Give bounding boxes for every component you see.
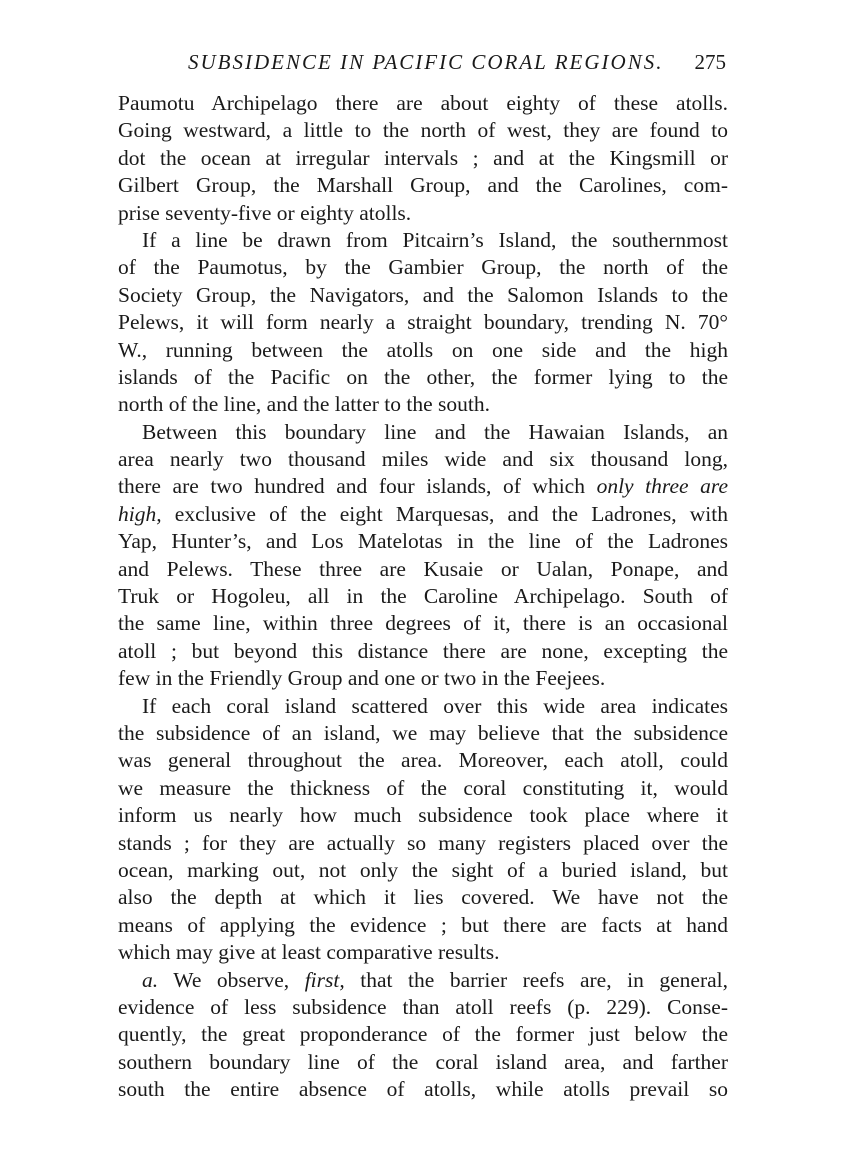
text-line: [118, 501, 728, 528]
text-line: If each coral island scattered over this wide area indicates: [142, 693, 728, 718]
text-line: quently, the great proponderance of the former just below the: [118, 1022, 728, 1047]
text-line: was general throughout the area. Moreover, each atoll, could: [118, 748, 728, 773]
italic-text: a.: [142, 967, 159, 992]
italic-text: high,: [118, 501, 162, 526]
text-line: Between this boundary line and the Hawaian Islands, an: [142, 419, 728, 444]
italic-text: first,: [304, 967, 345, 992]
italic-text: only three are: [596, 474, 728, 499]
text-line: and Pelews. These three are Kusaie or Ualan, Ponape, and: [118, 556, 728, 581]
text-line: If a line be drawn from Pitcairn’s Island, the southernmost: [142, 227, 728, 252]
text-line: also the depth at which it lies covered. We have not the: [118, 885, 728, 910]
body-text: [118, 90, 728, 1103]
text-line: Yap, Hunter’s, and Los Matelotas in the line of the Ladrones: [118, 529, 728, 554]
paragraph: [118, 693, 728, 967]
paragraph: [118, 967, 728, 1104]
text-line: Society Group, the Navigators, and the Salomon Islands to the: [118, 282, 728, 307]
text-line: W., running between the atolls on one side and the high: [118, 337, 728, 362]
running-title: SUBSIDENCE IN PACIFIC CORAL REGIONS.: [188, 50, 664, 74]
text-line: of the Paumotus, by the Gambier Group, the north of the: [118, 255, 728, 280]
text-line: Truk or Hogoleu, all in the Caroline Archipelago. South of: [118, 584, 728, 609]
text-line: we measure the thickness of the coral constituting it, would: [118, 775, 728, 800]
text-line: which may give at least comparative results.: [118, 940, 500, 965]
text-run: exclusive of the eight Marquesas, and the Ladrones, with: [161, 501, 728, 526]
text-run: We observe,: [158, 967, 305, 992]
text-line: Paumotu Archipelago there are about eighty of these atolls.: [118, 91, 728, 115]
text-line: means of applying the evidence ; but there are facts at hand: [118, 912, 728, 937]
text-run: that the barrier reefs are, in general,: [344, 967, 728, 992]
paragraph: [118, 90, 728, 227]
text-line: evidence of less subsidence than atoll reefs (p. 229). Conse-: [118, 994, 728, 1019]
text-line: south the entire absence of atolls, while atolls prevail so: [118, 1077, 728, 1102]
paragraph: [118, 419, 728, 693]
text-line: dot the ocean at irregular intervals ; and at the Kingsmill or: [118, 145, 728, 170]
text-line: stands ; for they are actually so many registers placed over the: [118, 830, 728, 855]
text-line: Going westward, a little to the north of west, they are found to: [118, 118, 728, 143]
text-line: southern boundary line of the coral island area, and farther: [118, 1049, 728, 1074]
text-line: the subsidence of an island, we may believe that the subsidence: [118, 720, 728, 745]
text-line: ocean, marking out, not only the sight of a buried island, but: [118, 857, 728, 882]
text-line: atoll ; but beyond this distance there are none, excepting the: [118, 638, 728, 663]
running-head: [118, 46, 726, 78]
text-run: there are two hundred and four islands, of which: [118, 474, 597, 499]
text-line: [118, 967, 728, 994]
text-line: islands of the Pacific on the other, the former lying to the: [118, 364, 728, 389]
page-number: 275: [694, 50, 726, 74]
text-line: Gilbert Group, the Marshall Group, and the Carolines, com-: [118, 173, 728, 198]
text-line: Pelews, it will form nearly a straight boundary, trending N. 70°: [118, 310, 728, 335]
text-line: [118, 473, 728, 500]
text-line: the same line, within three degrees of it, there is an occasional: [118, 611, 728, 636]
text-line: area nearly two thousand miles wide and six thousand long,: [118, 447, 728, 472]
text-line: north of the line, and the latter to the south.: [118, 392, 490, 417]
text-line: inform us nearly how much subsidence took place where it: [118, 803, 728, 828]
text-line: few in the Friendly Group and one or two in the Feejees.: [118, 666, 606, 691]
text-line: prise seventy-five or eighty atolls.: [118, 200, 412, 225]
paragraph: [118, 227, 728, 419]
